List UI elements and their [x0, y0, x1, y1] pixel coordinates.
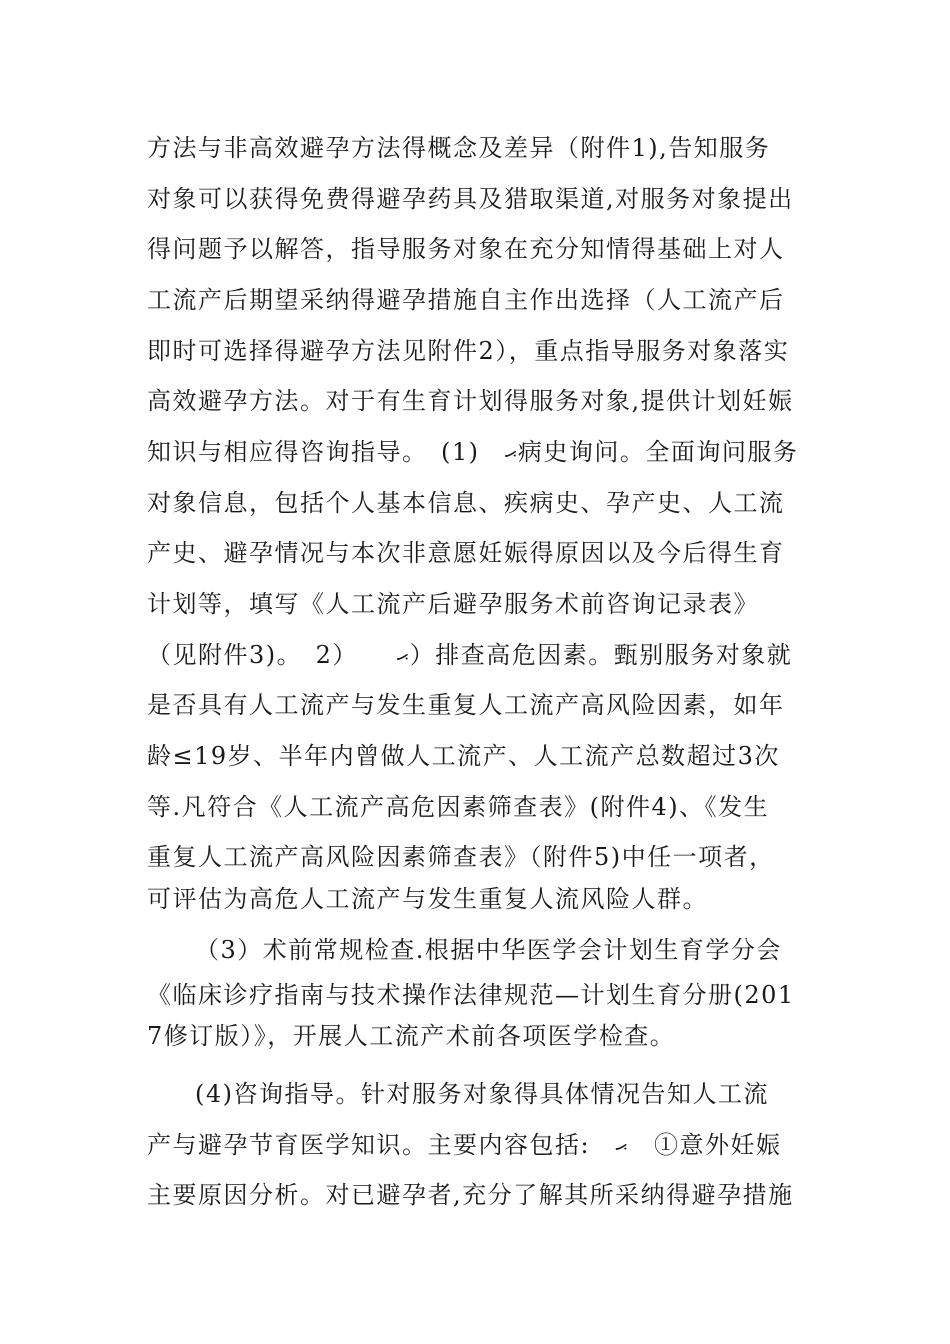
text-line: （见附件3)。 2） ޙ）排查高危因素。甄别服务对象就: [147, 641, 793, 669]
text-line: 对象信息，包括个人基本信息、疾病史、孕产史、人工流: [147, 489, 785, 517]
text-line: 工流产后期望采纳得避孕措施自主作出选择（人工流产后: [147, 286, 785, 314]
text-line: 高效避孕方法。对于有生育计划得服务对象,提供计划妊娠: [147, 387, 794, 415]
text-line: 即时可选择得避孕方法见附件2），重点指导服务对象落实: [147, 337, 790, 365]
text-line: 重复人工流产高风险因素筛查表》（附件5)中任一项者，: [147, 843, 775, 871]
text-span: 《临床诊疗指南与技术操作法律规范—计划生育分册(2017修订版）》，开展人工流产术前各项医学检查。: [147, 981, 795, 1050]
text-line: 等.凡符合《人工流产高危因素筛查表》(附件4)、《发生: [147, 793, 770, 821]
text-line: 知识与相应得咨询指导。 (1) ޙ病史询问。全面询问服务: [147, 438, 799, 466]
text-line: 方法与非高效避孕方法得概念及差异（附件1),告知服务: [147, 134, 771, 162]
text-line: 计划等，填写《人工流产后避孕服务术前咨询记录表》: [147, 590, 759, 618]
text-line: 龄≤19岁、半年内曾做人工流产、人工流产总数超过3次: [147, 742, 780, 770]
text-line: 可评估为高危人工流产与发生重复人流风险人群。: [147, 885, 708, 913]
text-line: 主要原因分析。对已避孕者,充分了解其所采纳得避孕措施: [147, 1181, 794, 1209]
text-line: 得问题予以解答，指导服务对象在充分知情得基础上对人: [147, 235, 785, 263]
text-line: 产与避孕节育医学知识。主要内容包括: ޙ ①意外妊娠: [147, 1131, 782, 1159]
text-line-wrapped: [147, 975, 807, 1057]
text-line: 产史、避孕情况与本次非意愿妊娠得原因以及今后得生育: [147, 539, 785, 567]
text-line: （3）术前常规检查.根据中华医学会计划生育学分会: [195, 936, 782, 964]
text-line: 是否具有人工流产与发生重复人工流产高风险因素，如年: [147, 691, 785, 719]
text-line: (4)咨询指导。针对服务对象得具体情况告知人工流: [195, 1080, 769, 1108]
text-line: 对象可以获得免费得避孕药具及猎取渠道,对服务对象提出: [147, 185, 794, 213]
